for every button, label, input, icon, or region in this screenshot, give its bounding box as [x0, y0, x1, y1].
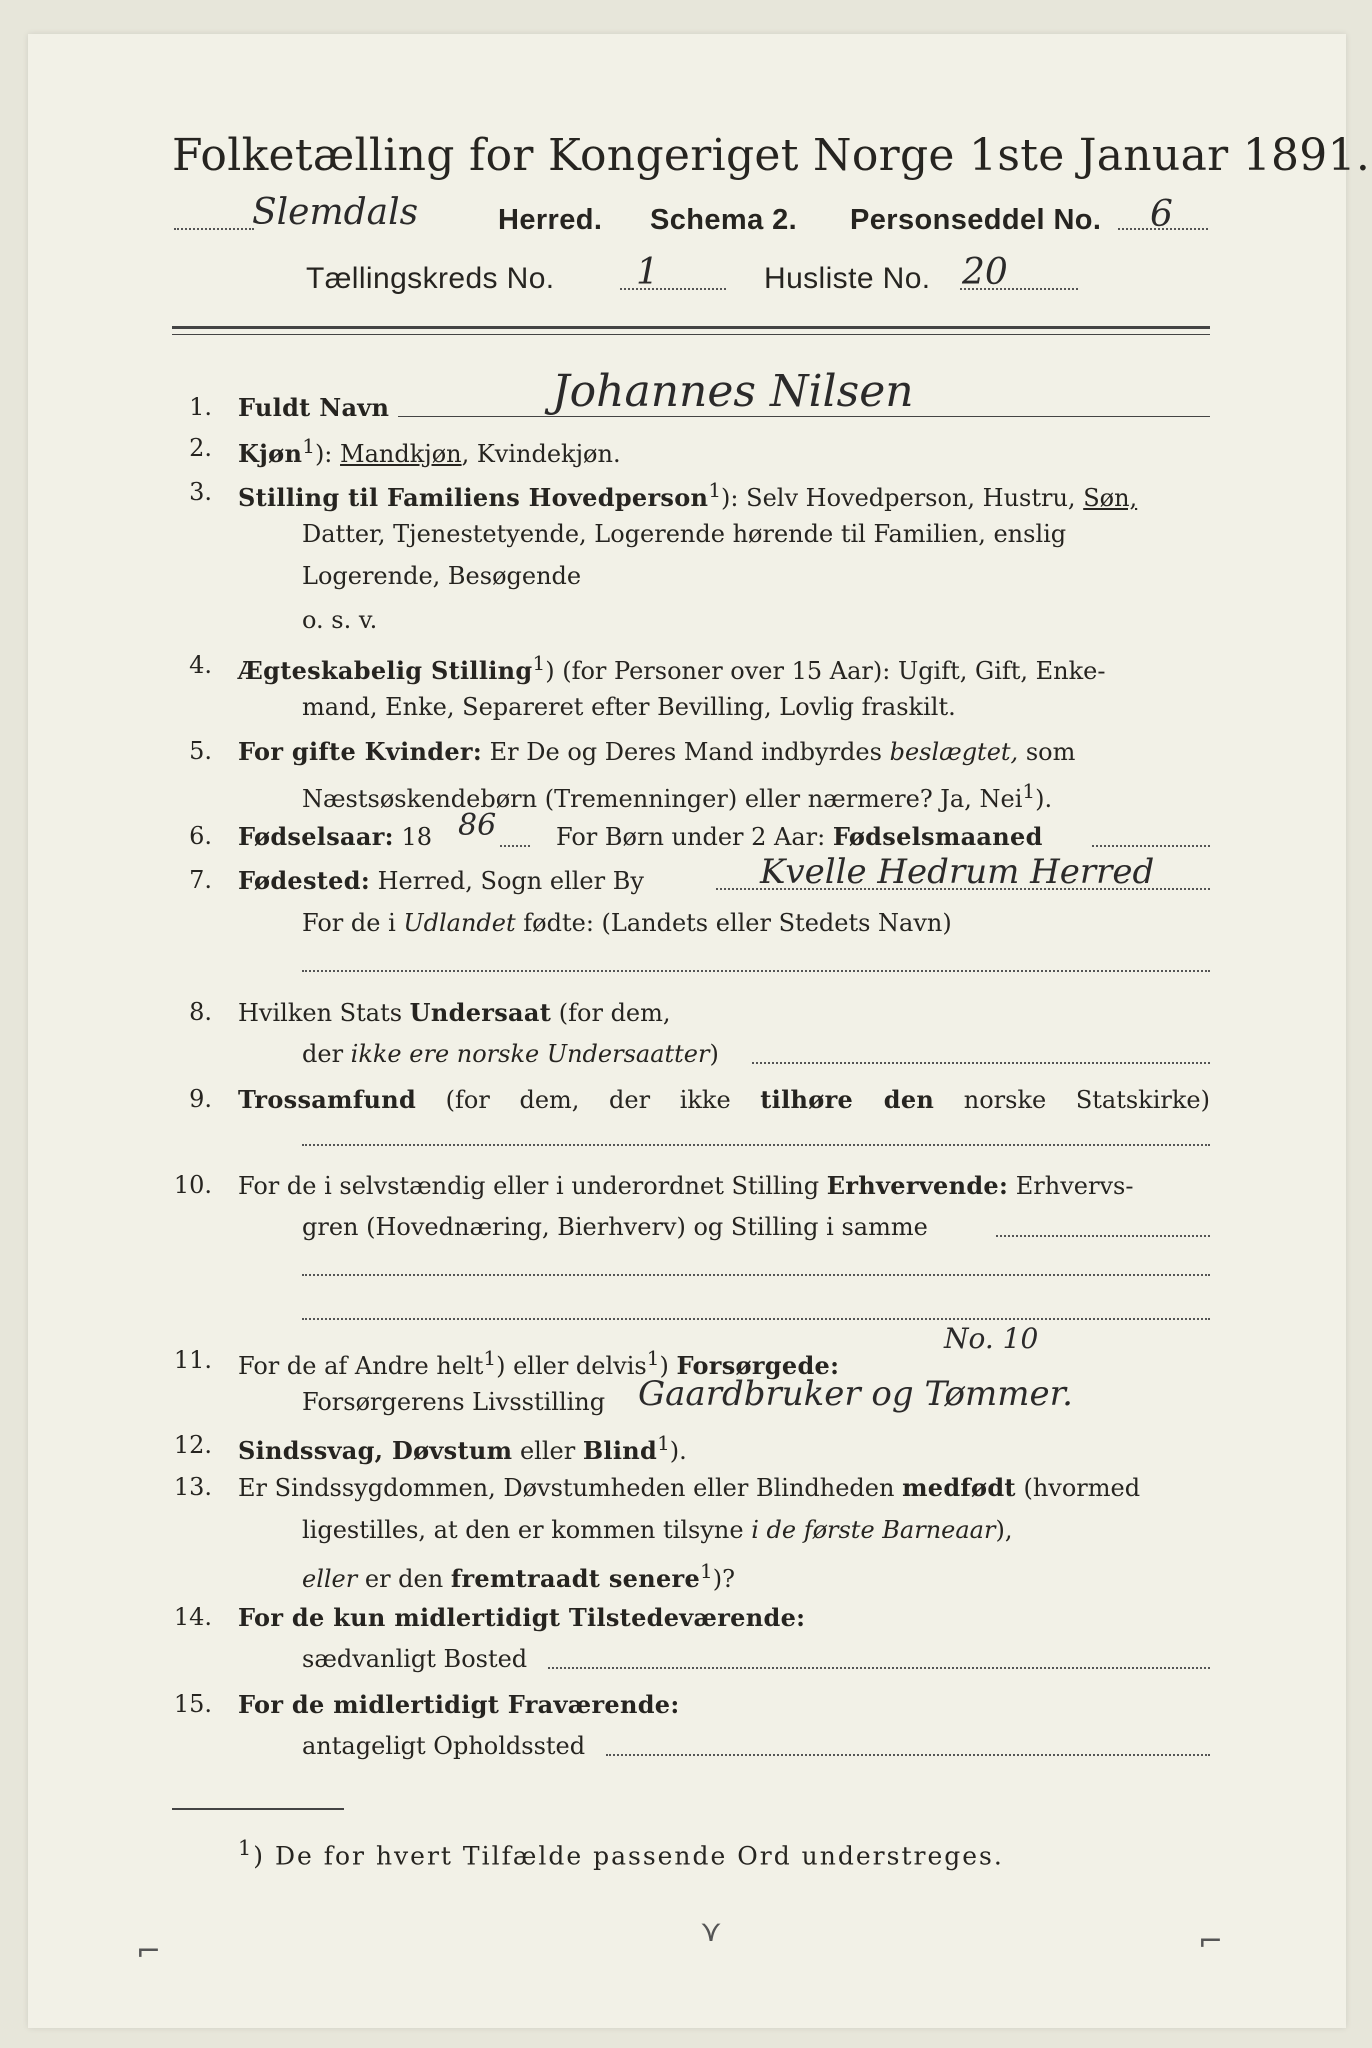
religion-label: Trossamfund: [238, 1085, 417, 1114]
field-number: 5.: [189, 737, 212, 765]
sex-option-female: , Kvindekjøn.: [461, 440, 621, 468]
husliste-label: Husliste No.: [764, 262, 931, 295]
family-position-label: Stilling til Familiens Hovedperson: [238, 483, 709, 512]
supporter-livelihood-handwritten: Gaardbruker og Tømmer.: [638, 1374, 1073, 1414]
married-women-question: Er De og Deres Mand indbyrdes: [482, 738, 890, 766]
marital-status-label: Ægteskabelig Stilling: [238, 656, 533, 685]
foreign-born-b: fødte: (Landets eller Stedets Navn): [515, 909, 952, 937]
field-number: 8.: [189, 998, 212, 1026]
family-position-line2: Datter, Tjenestetyende, Logerende hørende til Familien, enslig: [302, 520, 1067, 548]
family-position-line3: Logerende, Besøgende: [302, 562, 582, 590]
congenital-line2a: ligestilles, at den er kommen tilsyne: [302, 1516, 752, 1544]
whereabouts-label: antageligt Opholdssted: [302, 1732, 586, 1760]
usual-residence-dots: [548, 1667, 1210, 1669]
sex-colon: ):: [314, 440, 341, 468]
disability-a: Sindssvag, Døvstum: [238, 1436, 513, 1465]
field-number: 3.: [189, 478, 212, 506]
disability-b: eller: [512, 1437, 583, 1465]
supported-a: For de af Andre helt: [238, 1352, 484, 1380]
footnote-ref: 1: [700, 1559, 713, 1583]
kreds-label: Tællingskreds No.: [306, 262, 555, 295]
herred-label: Herred.: [498, 204, 603, 236]
birth-month-label: Fødselsmaaned: [832, 822, 1043, 851]
citizenship-line2i: ikke ere norske Undersaatter: [350, 1040, 710, 1068]
field-number: 7.: [189, 866, 212, 894]
footnote-ref: 1: [646, 1346, 660, 1370]
form-title: Folketælling for Kongeriget Norge 1ste Januar 1891.: [172, 130, 1371, 181]
field-number: 4.: [189, 651, 212, 679]
disability-c: Blind: [582, 1436, 658, 1465]
citizenship-c: (for dem,: [551, 999, 671, 1027]
religion-c: norske Statskirke): [934, 1086, 1210, 1114]
married-women-end: ).: [1035, 785, 1053, 813]
birth-year-dots: [500, 845, 530, 847]
congenital-line3b: fremtraadt senere: [450, 1564, 701, 1593]
married-women-som: som: [1018, 738, 1076, 766]
field-number: 11.: [173, 1346, 212, 1374]
footnote-ref: 1: [1022, 779, 1036, 803]
birthplace-handwritten: Kvelle Hedrum Herred: [760, 852, 1155, 892]
occupation-line2: gren (Hovednæring, Bierhverv) og Stilling i samme: [302, 1213, 928, 1241]
footnote: [238, 1836, 1004, 1870]
foreign-born-abroad: Udlandet: [403, 909, 516, 937]
supported-c: ): [659, 1352, 677, 1380]
footnote-ref: 1: [708, 478, 722, 502]
occupation-c: Erhvervs-: [1008, 1172, 1134, 1200]
foreign-born-dots: [302, 970, 1210, 972]
footnote-ref: 1: [238, 1836, 254, 1860]
citizenship-label: Undersaat: [409, 998, 552, 1027]
occupation-dots-1: [996, 1235, 1210, 1237]
congenital-line3c: )?: [712, 1565, 735, 1593]
footnote-ref: 1: [657, 1431, 670, 1455]
congenital-a: Er Sindssygdommen, Døvstumheden eller Blindheden: [238, 1474, 903, 1502]
congenital-line2b: ),: [995, 1516, 1013, 1544]
footnote-rule: [172, 1808, 344, 1810]
occupation-dots-3: [302, 1318, 1210, 1320]
footnote-ref: 1: [532, 651, 546, 675]
family-position-son-underlined: Søn,: [1083, 484, 1138, 512]
married-women-line2: Næstsøskendebørn (Tremenninger) eller nærmere? Ja, Nei: [302, 785, 1023, 813]
birthplace-question: Herred, Sogn eller By: [370, 867, 644, 895]
kreds-handwritten: 1: [636, 252, 659, 293]
husliste-handwritten: 20: [962, 252, 1008, 293]
field-number: 12.: [173, 1431, 212, 1459]
scan-mark-right: ⌐: [1198, 1924, 1224, 1959]
citizenship-line2a: der: [302, 1040, 351, 1068]
personseddel-label: Personseddel No.: [850, 204, 1102, 236]
header-rule-top: [172, 326, 1210, 329]
usual-residence-label: sædvanligt Bosted: [302, 1645, 528, 1673]
occupation-dots-2: [302, 1274, 1210, 1276]
married-women-related: beslægtet,: [889, 738, 1019, 766]
full-name-label: Fuldt Navn: [238, 393, 390, 422]
footnote-ref: 1: [483, 1346, 497, 1370]
sex-label: Kjøn: [238, 439, 303, 468]
religion-dots: [302, 1144, 1210, 1146]
birth-month-dots: [1092, 845, 1210, 847]
marital-status-line2: mand, Enke, Separeret efter Bevilling, Lovlig fraskilt.: [302, 693, 956, 721]
citizenship-a: Hvilken Stats: [238, 999, 410, 1027]
citizenship-dots: [752, 1062, 1210, 1064]
congenital-c: (hvormed: [1015, 1474, 1141, 1502]
herred-dots: [174, 228, 254, 230]
foreign-born-a: For de i: [302, 909, 404, 937]
supported-handwritten: No. 10: [944, 1322, 1039, 1355]
birthplace-label: Fødested:: [238, 866, 370, 895]
scan-mark-left: ⌐: [136, 1934, 162, 1969]
field-number: 13.: [173, 1473, 212, 1501]
supported-b: ) eller delvis: [496, 1352, 647, 1380]
temporary-absent-label: For de midlertidigt Fraværende:: [238, 1690, 680, 1719]
temporary-present-label: For de kun midlertidigt Tilstedeværende:: [238, 1603, 806, 1632]
field-number: 15.: [173, 1690, 212, 1718]
birth-month-question: For Børn under 2 Aar:: [556, 823, 833, 851]
field-number: 9.: [189, 1085, 212, 1113]
congenital-line2i: i de første Barneaar: [751, 1516, 996, 1544]
birth-year-prefix: 18: [393, 823, 433, 851]
herred-handwritten: Slemdals: [252, 192, 419, 233]
occupation-label: Erhvervende:: [826, 1171, 1009, 1200]
personseddel-handwritten: 6: [1150, 194, 1173, 235]
header-rule-bottom: [172, 334, 1210, 335]
married-women-label: For gifte Kvinder:: [238, 737, 482, 766]
field-number: 2.: [189, 434, 212, 462]
congenital-label: medfødt: [902, 1473, 1016, 1502]
whereabouts-dots: [606, 1754, 1210, 1756]
occupation-a: For de i selvstændig eller i underordnet Stilling: [238, 1172, 827, 1200]
supported-label: Forsørgede:: [676, 1351, 840, 1380]
congenital-line3a: er den: [357, 1565, 451, 1593]
footnote-ref: 1: [302, 434, 315, 458]
religion-a: (for dem, der ikke: [416, 1086, 761, 1114]
scan-mark-center: ⋎: [700, 1914, 722, 1949]
birth-year-handwritten: 86: [458, 808, 497, 843]
field-number: 10.: [173, 1171, 212, 1199]
family-position-line4: o. s. v.: [302, 606, 378, 634]
citizenship-line2b: ): [709, 1040, 719, 1068]
field-number: 1.: [189, 393, 212, 421]
congenital-line3i: eller: [302, 1565, 358, 1593]
sex-option-male-underlined: Mandkjøn: [340, 440, 462, 468]
disability-d: ).: [669, 1437, 687, 1465]
schema-label: Schema 2.: [650, 204, 798, 236]
family-position-options: ): Selv Hovedperson, Hustru,: [721, 484, 1084, 512]
field-number: 14.: [173, 1603, 212, 1631]
footnote-text: ) De for hvert Tilfælde passende Ord understreges.: [253, 1841, 1004, 1871]
field-number: 6.: [189, 822, 212, 850]
full-name-handwritten: Johannes Nilsen: [552, 366, 914, 417]
marital-status-options: ) (for Personer over 15 Aar): Ugift, Gift, Enke-: [545, 657, 1106, 685]
birth-year-label: Fødselsaar:: [238, 822, 394, 851]
religion-b: tilhøre den: [760, 1085, 935, 1114]
supporter-livelihood-label: Forsørgerens Livsstilling: [302, 1388, 606, 1416]
